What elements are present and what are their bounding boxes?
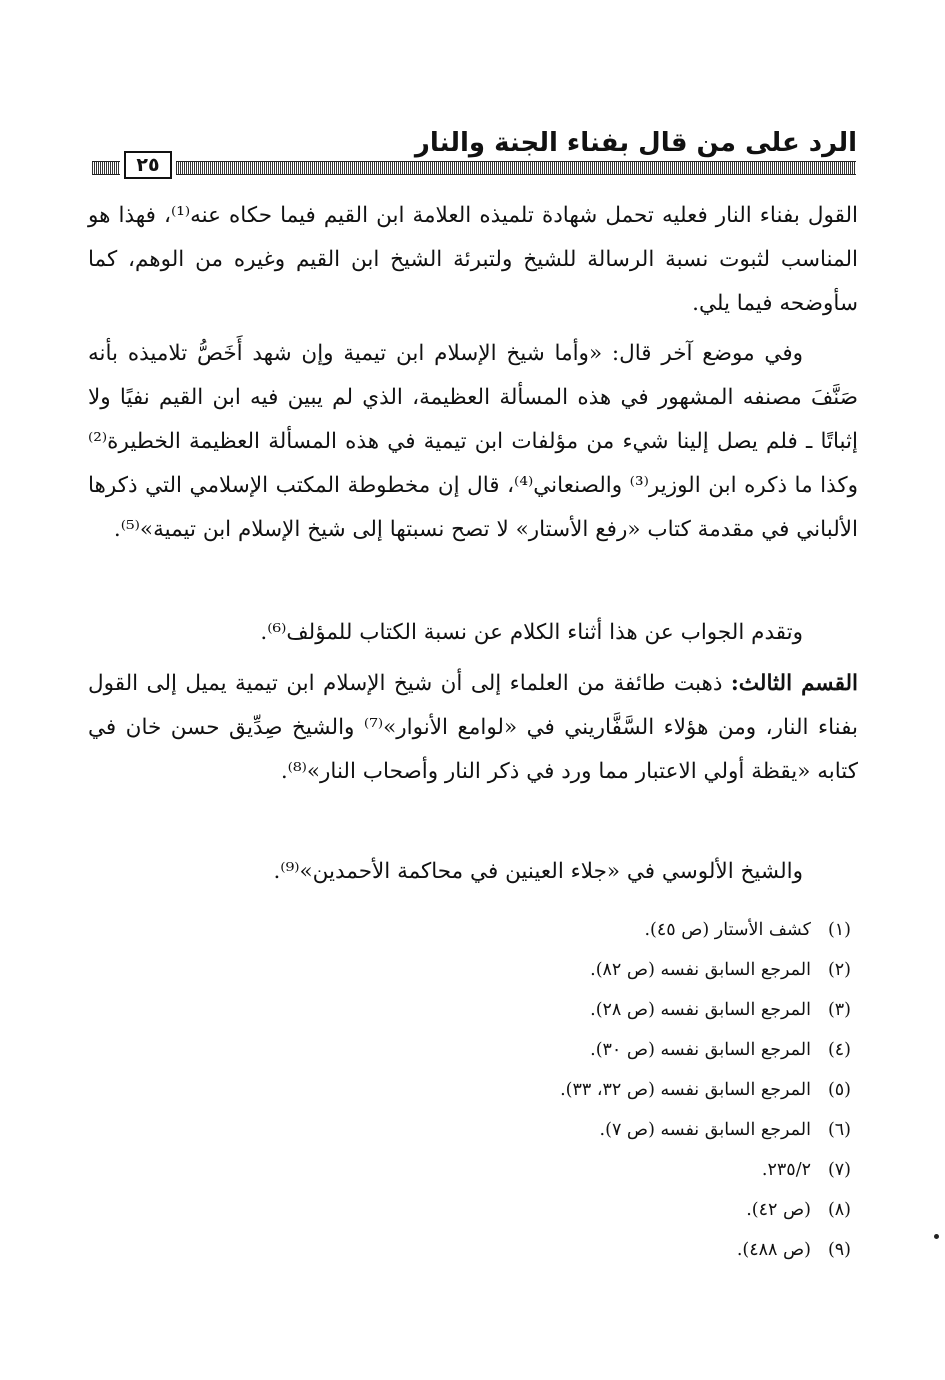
footnote-item <box>560 910 851 950</box>
footnote-number: (٧) <box>827 1160 851 1180</box>
footnote-number: (٤) <box>827 1040 851 1060</box>
footnote-number: (٣) <box>827 1000 851 1020</box>
page-number: ٢٥ <box>124 151 172 179</box>
footnote-number: (٥) <box>827 1080 851 1100</box>
footnote-number: (٨) <box>827 1200 851 1220</box>
paragraph-text: وتقدم الجواب عن هذا أثناء الكلام عن نسبة الكتاب للمؤلف⁽⁶⁾. <box>260 620 803 645</box>
paragraph-2 <box>88 332 858 552</box>
footnote-item <box>560 1230 851 1270</box>
footnote-number: (٩) <box>827 1240 851 1260</box>
footnote-text: (ص ٤٢). <box>746 1200 811 1220</box>
footnote-number: (٢) <box>827 960 851 980</box>
footnote-number: (٦) <box>827 1120 851 1140</box>
paragraph-3 <box>88 611 858 655</box>
footnote-text: (ص ٤٨٨). <box>736 1240 811 1260</box>
paragraph-text: القول بفناء النار فعليه تحمل شهادة تلميذه العلامة ابن القيم فيما حكاه عنه⁽¹⁾، فهذا هو المناسب لثبوت نسبة الرسالة للشيخ ولتبرئة الشيخ ابن القيم وغيره من الوهم، كما سأوضحه فيما يلي. <box>88 203 858 316</box>
header-rule-right <box>176 161 856 175</box>
footnote-item <box>560 990 851 1030</box>
footnote-text: المرجع السابق نفسه (ص ٣٠). <box>590 1040 811 1060</box>
paragraph-text: ذهبت طائفة من العلماء إلى أن شيخ الإسلام ابن تيمية يميل إلى القول بفناء النار، ومن هؤلاء السَّفَّاريني في «لوامع الأنوار»⁽⁷⁾ والشيخ صِدِّيق حسن خان في كتابه «يقظة أولي الاعتبار مما ورد في ذكر النار وأصحاب النار»⁽⁸⁾. <box>88 671 859 784</box>
footnotes-list <box>560 910 851 1270</box>
footnote-text: المرجع السابق نفسه (ص ٧). <box>599 1120 811 1140</box>
footnote-number: (١) <box>827 920 851 940</box>
paragraph-1 <box>88 194 858 326</box>
paragraph-5 <box>88 850 858 894</box>
footnote-item <box>560 1190 851 1230</box>
footnote-text: ٢٣٥/٢. <box>761 1160 811 1180</box>
footnote-item <box>560 1110 851 1150</box>
paragraph-4 <box>88 662 858 794</box>
paragraph-text: وفي موضع آخر قال: «وأما شيخ الإسلام ابن تيمية وإن شهد أَخَصُّ تلاميذه بأنه صَنَّفَ مصنفه المشهور في هذه المسألة العظيمة، الذي لم يبين فيه ابن القيم نفيًا ولا إثباتًا ـ فلم يصل إلينا شيء من مؤلفات ابن تيمية في هذه المسألة العظيمة الخطيرة⁽²⁾ وكذا ما ذكره ابن الوزير⁽³⁾ والصنعاني⁽⁴⁾، قال إن مخطوطة المكتب الإسلامي التي ذكرها الألباني في مقدمة كتاب «رفع الأستار» لا تصح نسبتها إلى شيخ الإسلام ابن تيمية»⁽⁵⁾. <box>88 341 859 542</box>
footnote-text: المرجع السابق نفسه (ص ٨٢). <box>590 960 811 980</box>
paragraph-text: والشيخ الألوسي في «جلاء العينين في محاكمة الأحمدين»⁽⁹⁾. <box>273 859 803 884</box>
footnote-item <box>560 950 851 990</box>
footnote-text: المرجع السابق نفسه (ص ٣٢، ٣٣). <box>560 1080 811 1100</box>
footnote-separator <box>697 902 857 903</box>
footnote-item <box>560 1030 851 1070</box>
section-heading: القسم الثالث: <box>730 671 858 696</box>
footnote-text: كشف الأستار (ص ٤٥). <box>644 920 811 940</box>
footnote-item <box>560 1150 851 1190</box>
footnote-text: المرجع السابق نفسه (ص ٢٨). <box>590 1000 811 1020</box>
running-title: الرد على من قال بفناء الجنة والنار <box>414 128 857 158</box>
header-rule-left <box>92 161 120 175</box>
scan-speck <box>934 1234 939 1239</box>
footnote-item <box>560 1070 851 1110</box>
